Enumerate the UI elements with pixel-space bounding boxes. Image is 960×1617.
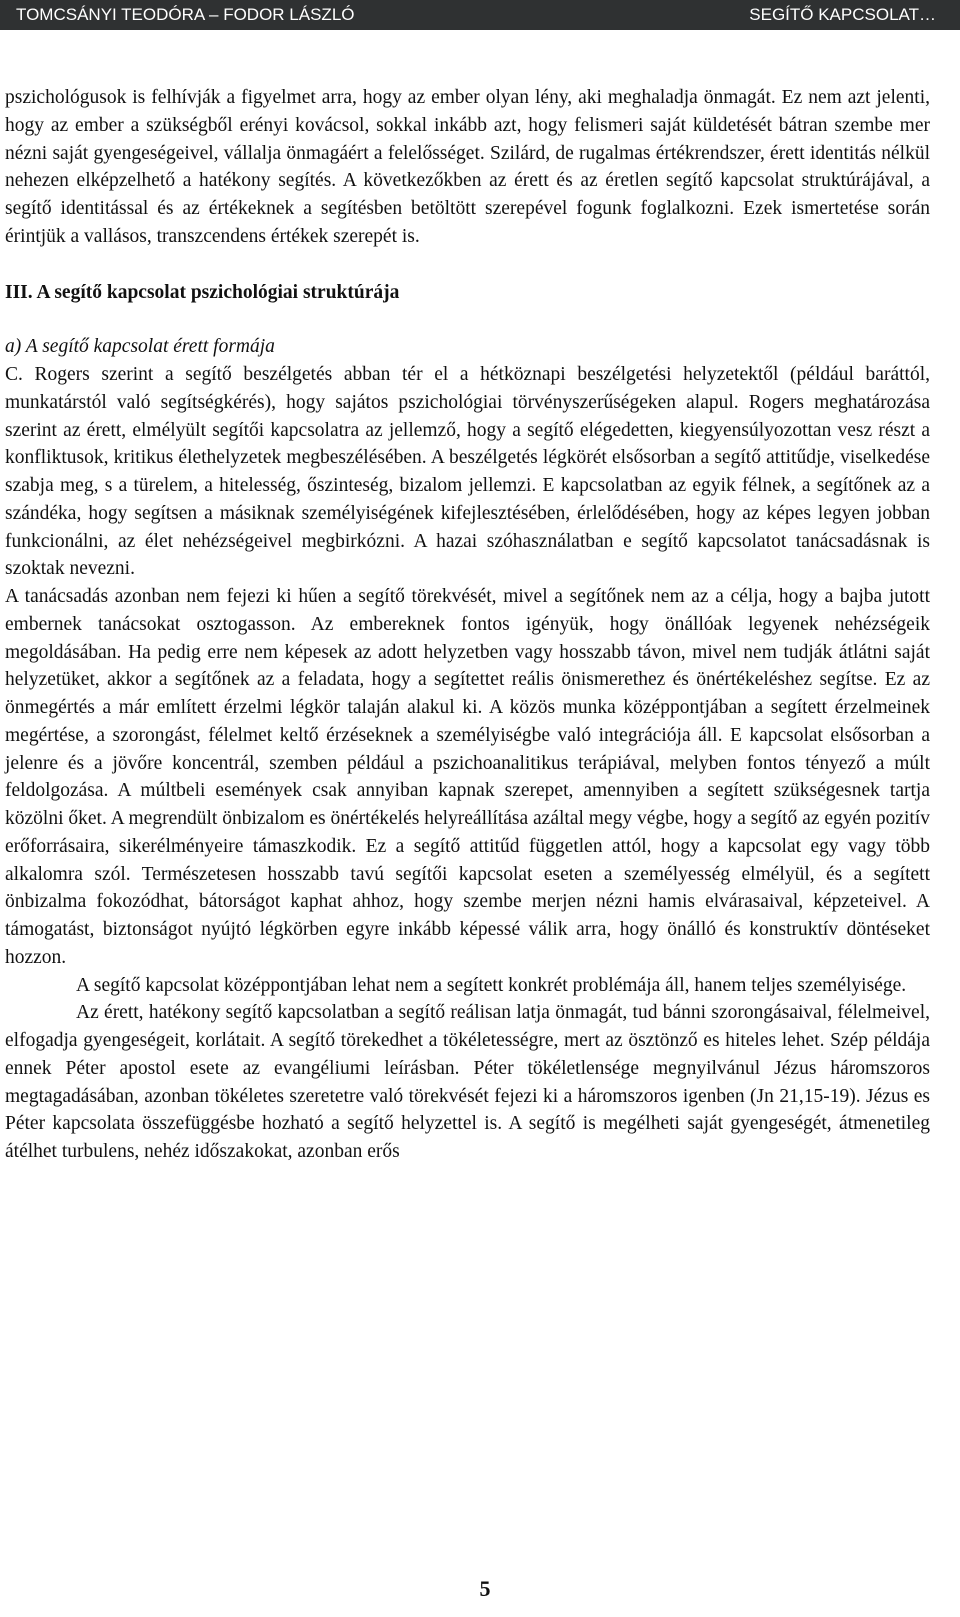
paragraph-mature: Az érett, hatékony segítő kapcsolatban a segítő reálisan latja önmagát, tud bánni szorongásaival, félelmeivel, elfogadja gyengeségeit, korlátait. A segítő törekedhet a tökéletességre, mert az ösztönző es hiteles lehet. Szép példája ennek Péter apostol esete az evangéliumi leírásban. Péter tökéletlensége megnyilvánul Jézus háromszoros megtagadásában, azonban tökéletes szeretetre való törekvését fejezi ki a háromszoros igenben (Jn 21,15-19). Jézus es Péter kapcsolata összefüggésbe hozható a segítő helyzettel is. A segítő is megélheti saját gyengeségét, átmenetileg átélhet turbulens, nehéz időszakokat, azonban erős [5,1002,930,1162]
header-title: SEGÍTŐ KAPCSOLAT… [749,5,936,24]
paragraph-center: A segítő kapcsolat középpontjában lehat nem a segített konkrét problémája áll, hanem teljes személyisége. [76,974,907,996]
paragraph-rogers: C. Rogers szerint a segítő beszélgetés abban tér el a hétköznapi beszélgetési helyzetektől (például baráttól, munkatárstól való segítségkérés), hogy sajátos pszichológiai törvényszerűségeken alapul. Rogers meghatározása szerint az érett, elmélyült segítői kapcsolatra az jellemző, hogy a segítő elégedetten, kiegyensúlyozottan vesz részt a konfliktusok, kritikus élethelyzetek megbeszélésében. A beszélgetés légkörét elsősorban a segítő attitűdje, viselkedése szabja meg, s a türelem, a hitelesség, őszinteség, bizalom jellemzi. E kapcsolatban az egyik félnek, a segítőnek az a szándéka, hogy segítsen a másiknak személyiségének kifejlesztésében, érlelődésében, hogy az képes legyen jobban funkcionálni, az élet nehézségeivel megbirkózni. A hazai szóhasználatban e segítő kapcsolatot tanácsadásnak is szoktak nevezni. [5,364,930,580]
running-header [0,0,960,30]
section-heading: III. A segítő kapcsolat pszichológiai struktúrája [5,281,400,303]
page-number: 5 [479,1576,491,1601]
intro-paragraph: pszichológusok is felhívják a figyelmet arra, hogy az ember olyan lény, aki meghaladja önmagát. Ez nem azt jelenti, hogy az ember a szükségből erényi kovácsol, sokkal inkább azt, hogy felismeri saját küldetését bátran szembe mer nézni saját gyengeségeivel, vállalja önmagáért a felelősséget. Szilárd, de rugalmas értékrendszer, érett identitás nélkül nehezen elképzelhető a hatékony segítés. A következőkben az érett és az éretlen segítő kapcsolat struktúrájával, a segítő identitással és az értékeknek a segítésben betöltött szerepével fogunk foglalkozni. Ezek ismertetése során érintjük a vallásos, transzcendens értékek szerepét is. [5,87,930,247]
page-body [0,84,960,1166]
paragraph-counseling: A tanácsadás azonban nem fejezi ki hűen a segítő törekvését, mivel a segítőnek nem az a célja, hogy a bajba jutott embernek tanácsokat osztogasson. Az embereknek fontos igényük, hogy önállóak legyenek nehézségeik megoldásában. Ha pedig erre nem képesek az adott helyzetben vagy hosszabb távon, mivel nem tudják átlátni saját helyzetüket, akkor a segítőnek az a feladata, hogy a segítettet reális önismerethez és önértékeléshez segítse. Ez az önmegértés a már említett érzelmi légkör talaján alakul ki. A közös munka középpontjában a segített érzelmeinek megértése, a szorongást, félelmet keltő érzéseknek a személyiségbe való integrációja áll. E kapcsolat elsősorban a jelenre és a jövőre koncentrál, szemben például a pszichoanalitikus terápiával, melyben fontos tényező a múlt feldolgozása. A múltbeli események csak annyiban kapnak szerepet, amennyiben a segített szükségesnek tartja közölni őket. A megrendült önbizalom es önértékelés helyreállítása azáltal megy végbe, hogy a segítő az egyén pozitív erőforrásaira, sikerélményeire támaszkodik. Ez a segítő attitűd független attól, hogy a kapcsolat egy vagy több alkalomra szól. Természetesen hosszabb tavú segítői kapcsolat eseten a személyesség elmélyül, és a segített önbizalma fokozódhat, bátorságot kaphat ahhoz, hogy szembe merjen nézni hamis elvárasaival, képzeteivel. A támogatást, biztonságot nyújtó légkörben egyre inkább képessé válik arra, hogy önálló és konstruktív döntéseket hozzon. [5,586,930,968]
subsection-heading: a) A segítő kapcsolat érett formája [5,336,275,358]
header-authors: TOMCSÁNYI TEODÓRA – FODOR LÁSZLÓ [16,5,355,24]
